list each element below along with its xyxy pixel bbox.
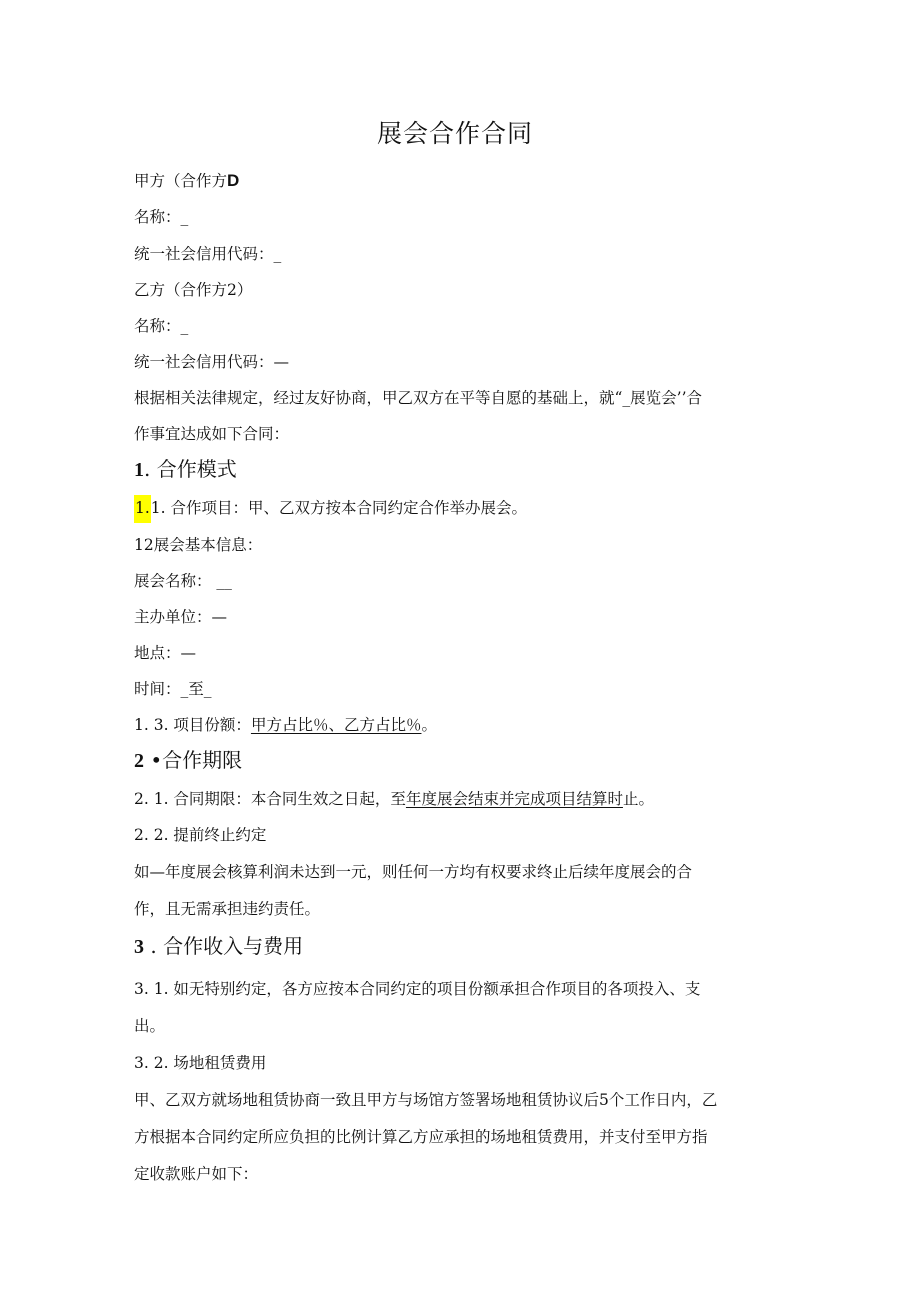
highlight-mark: 1. xyxy=(134,495,151,523)
item-1-1: 1.1. 合作项目：甲、乙双方按本合同约定合作举办展会。 xyxy=(134,497,527,519)
party-b-code: 统一社会信用代码：— xyxy=(134,353,290,371)
section-1-heading: 1. 合作模式 xyxy=(134,457,237,481)
party-a-code: 统一社会信用代码：_ xyxy=(134,245,282,263)
item-3-1-line-2: 出。 xyxy=(134,1017,166,1035)
section-3-para-line-1: 甲、乙双方就场地租赁协商一致且甲方与场馆方签署场地租赁协议后5个工作日内，乙 xyxy=(134,1091,718,1109)
party-a-name: 名称：_ xyxy=(134,208,189,226)
party-a-label-suffix: D xyxy=(227,171,240,190)
item-1-3: 1. 3. 项目份额：甲方占比％、乙方占比％。 xyxy=(134,716,437,734)
item-1-2: 12展会基本信息： xyxy=(134,536,263,554)
document-title: 展会合作合同 xyxy=(376,119,533,148)
item-3-1-line-1: 3. 1. 如无特别约定，各方应按本合同约定的项目份额承担合作项目的各项投入、支 xyxy=(134,980,701,998)
location: 地点：— xyxy=(134,644,197,662)
section-2-para-line-2: 作，且无需承担违约责任。 xyxy=(134,900,321,918)
section-2-para-line-1: 如—年度展会核算利润未达到一元，则任何一方均有权要求终止后续年度展会的合 xyxy=(134,863,693,881)
organizer: 主办单位：— xyxy=(134,608,228,626)
party-a-label: 甲方（合作方D xyxy=(134,171,240,190)
section-3-para-line-2: 方根据本合同约定所应负担的比例计算乙方应承担的场地租赁费用，并支付至甲方指 xyxy=(134,1128,708,1146)
item-2-2: 2. 2. 提前终止约定 xyxy=(134,826,267,844)
party-b-name: 名称：_ xyxy=(134,317,189,335)
time: 时间：_至_ xyxy=(134,680,212,698)
party-b-label: 乙方（合作方2） xyxy=(134,281,253,299)
expo-name: 展会名称： __ xyxy=(134,572,232,590)
section-2-heading: 2 •合作期限 xyxy=(134,748,243,772)
section-3-para-line-3: 定收款账户如下： xyxy=(134,1165,259,1183)
section-3-heading: 3 . 合作收入与费用 xyxy=(134,934,304,958)
item-2-1: 2. 1. 合同期限：本合同生效之日起，至年度展会结束并完成项目结算时止。 xyxy=(134,790,654,808)
intro-line-1: 根据相关法律规定，经过友好协商，甲乙双方在平等自愿的基础上，就“_展览会’’合 xyxy=(134,389,703,407)
item-3-2: 3. 2. 场地租赁费用 xyxy=(134,1054,267,1072)
intro-line-2: 作事宜达成如下合同： xyxy=(134,425,290,443)
